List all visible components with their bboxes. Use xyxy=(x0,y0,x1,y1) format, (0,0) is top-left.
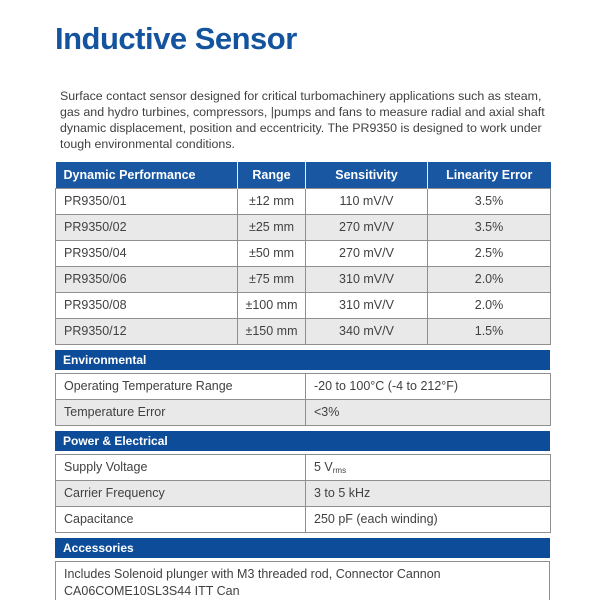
performance-row xyxy=(56,266,551,292)
performance-row xyxy=(56,318,551,344)
linearity-cell: 1.5% xyxy=(428,318,551,344)
spec-row xyxy=(56,480,551,506)
performance-row xyxy=(56,292,551,318)
linearity-cell: 3.5% xyxy=(428,214,551,240)
spec-label: Capacitance xyxy=(56,506,306,532)
supply-voltage-value: 5 V xyxy=(314,459,333,474)
header-range: Range xyxy=(238,162,306,188)
sensitivity-cell: 270 mV/V xyxy=(306,240,428,266)
spec-label: Temperature Error xyxy=(56,399,306,425)
range-cell: ±75 mm xyxy=(238,266,306,292)
spec-value: <3% xyxy=(306,399,551,425)
linearity-cell: 2.0% xyxy=(428,292,551,318)
accessories-text: Includes Solenoid plunger with M3 threaded rod, Connector Cannon CA06COME10SL3S44 ITT Can xyxy=(55,561,550,600)
header-linearity-error: Linearity Error xyxy=(428,162,551,188)
supply-voltage-subscript: rms xyxy=(332,465,347,475)
section-header-accessories: Accessories xyxy=(55,538,550,558)
range-cell: ±12 mm xyxy=(238,188,306,214)
spec-label: Supply Voltage xyxy=(56,454,306,480)
spec-row xyxy=(56,454,551,480)
sensitivity-cell: 340 mV/V xyxy=(306,318,428,344)
spec-value xyxy=(306,454,551,480)
section-header-power-electrical: Power & Electrical xyxy=(55,431,550,451)
range-cell: ±50 mm xyxy=(238,240,306,266)
model-cell: PR9350/06 xyxy=(56,266,238,292)
spec-value: 3 to 5 kHz xyxy=(306,480,551,506)
header-dynamic-performance: Dynamic Performance xyxy=(56,162,238,188)
performance-row xyxy=(56,214,551,240)
model-cell: PR9350/08 xyxy=(56,292,238,318)
performance-row xyxy=(56,188,551,214)
linearity-cell: 2.5% xyxy=(428,240,551,266)
sensitivity-cell: 310 mV/V xyxy=(306,292,428,318)
environmental-table xyxy=(55,373,551,426)
model-cell: PR9350/02 xyxy=(56,214,238,240)
linearity-cell: 3.5% xyxy=(428,188,551,214)
spec-label: Carrier Frequency xyxy=(56,480,306,506)
spec-row xyxy=(56,399,551,425)
spec-value: 250 pF (each winding) xyxy=(306,506,551,532)
range-cell: ±25 mm xyxy=(238,214,306,240)
spec-label: Operating Temperature Range xyxy=(56,373,306,399)
range-cell: ±100 mm xyxy=(238,292,306,318)
performance-table xyxy=(55,162,551,345)
description-paragraph: Surface contact sensor designed for critical turbomachinery applications such as steam, gas and hydro turbines, compressors, |pumps and fans to measure radial and axial shaft dynamic displacement, position and eccentricity. The PR9350 is designed to work under tough environmental conditions. xyxy=(60,89,545,151)
model-cell: PR9350/12 xyxy=(56,318,238,344)
sensitivity-cell: 270 mV/V xyxy=(306,214,428,240)
performance-row xyxy=(56,240,551,266)
sensitivity-cell: 110 mV/V xyxy=(306,188,428,214)
page-title: Inductive Sensor xyxy=(55,21,297,56)
model-cell: PR9350/04 xyxy=(56,240,238,266)
sensitivity-cell: 310 mV/V xyxy=(306,266,428,292)
model-cell: PR9350/01 xyxy=(56,188,238,214)
power-electrical-table xyxy=(55,454,551,533)
spec-value: -20 to 100°C (-4 to 212°F) xyxy=(306,373,551,399)
spec-row xyxy=(56,506,551,532)
range-cell: ±150 mm xyxy=(238,318,306,344)
spec-row xyxy=(56,373,551,399)
header-sensitivity: Sensitivity xyxy=(306,162,428,188)
page-content xyxy=(55,20,550,600)
performance-header-row xyxy=(56,162,551,188)
linearity-cell: 2.0% xyxy=(428,266,551,292)
section-header-environmental: Environmental xyxy=(55,350,550,370)
